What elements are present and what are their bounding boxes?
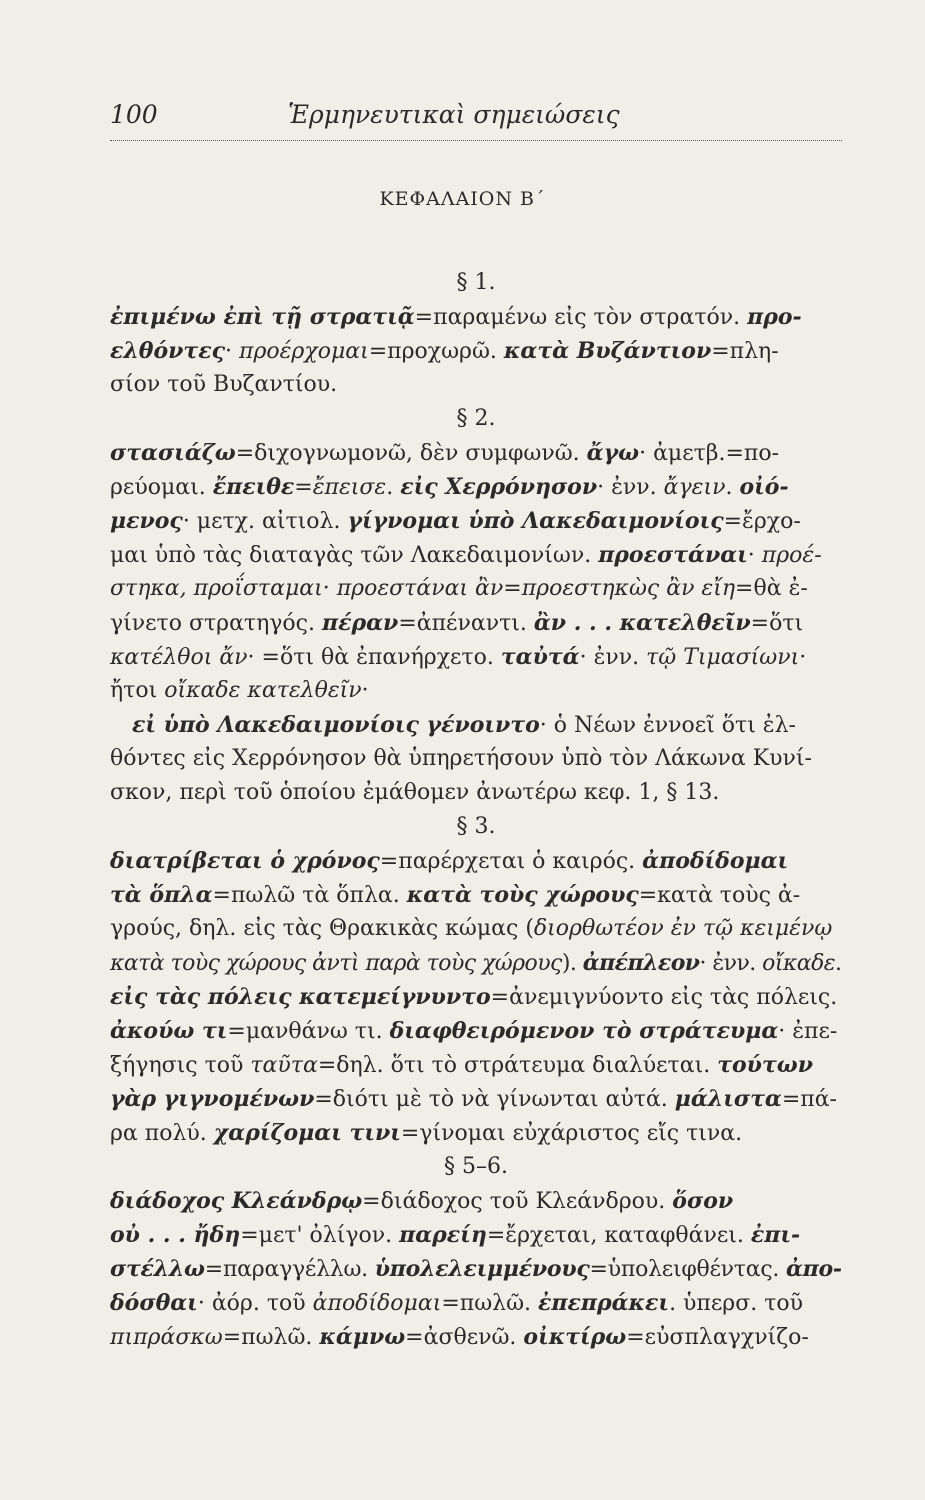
text-line (110, 1286, 842, 1320)
lemma: οἰό- (739, 474, 789, 500)
text-line (110, 470, 842, 504)
gloss: =εὐσπλαγχνίζο- (626, 1325, 809, 1350)
lemma: ἂν . . . κατελθεῖν (533, 610, 751, 636)
gloss: =πλη- (711, 339, 779, 364)
gloss: . (386, 475, 401, 500)
gloss: =δηλ. ὅτι τὸ στράτευμα διαλύεται. (317, 1053, 718, 1078)
lemma: στέλλω (110, 1256, 205, 1282)
gloss: σκον, περὶ τοῦ ὁποίου ἐμάθομεν ἀνωτέρω κεφ. 1, § 13. (110, 780, 720, 805)
gloss: · ἐνν. (579, 645, 647, 670)
lemma: ἔπειθε (212, 474, 295, 500)
gloss: μαι ὑπὸ τὰς διαταγὰς τῶν Λακεδαιμονίων. (110, 543, 599, 568)
italic-phrase: ταῦτα (250, 1053, 318, 1078)
lemma: οὐ . . . ἤδη (110, 1222, 241, 1248)
lemma: εἰς Χερρόνησον (400, 474, 598, 500)
text-line (110, 640, 842, 674)
lemma: κάμνω (319, 1324, 406, 1350)
lemma: κατὰ τοὺς χώρους (406, 882, 639, 908)
gloss: · ἐνν. (699, 951, 763, 976)
italic-phrase: τῷ Τιμασίωνι (646, 645, 800, 670)
gloss: · (799, 645, 807, 670)
chapter-title: ΚΕΦΑΛΑΙΟΝ Β΄ (379, 188, 546, 210)
lemma: ἄγω (586, 440, 640, 466)
italic-phrase: οἴκαδε (762, 951, 836, 976)
gloss: =παρέρχεται ὁ καιρός. (379, 849, 643, 874)
italic-phrase: προέ- (761, 543, 822, 568)
section-heading: § 3. (456, 814, 496, 839)
text-line (110, 946, 842, 980)
gloss: ). (561, 951, 583, 976)
gloss: =κατὰ τοὺς ἀ- (638, 883, 801, 908)
text-line (110, 1218, 842, 1252)
gloss: =ἀπέναντι. (398, 611, 534, 636)
lemma: προ- (747, 304, 802, 330)
lemma: ὑπολελειμμένους (374, 1256, 590, 1282)
text-line (110, 674, 842, 708)
page-number: 100 (110, 100, 158, 129)
lemma: τὰ ὅπλα (110, 882, 213, 908)
gloss: · ἀμετβ.=πο- (639, 441, 780, 466)
section-heading: § 2. (456, 406, 496, 431)
gloss: ρεύομαι. (110, 475, 213, 500)
gloss: ξήγησις τοῦ (110, 1053, 251, 1078)
gloss: =ἀνεμιγνύοντο εἰς τὰς πόλεις. (490, 985, 838, 1010)
lemma: ὅσον (672, 1188, 734, 1214)
italic-phrase: προέρχομαι (238, 339, 369, 364)
gloss: · =ὅτι θὰ ἐπανήρχετο. (247, 645, 501, 670)
lemma: ταὐτά (500, 644, 580, 670)
gloss: =μανθάνω τι. (227, 1019, 390, 1044)
lemma: προεστάναι (598, 542, 748, 568)
text-line (110, 606, 842, 640)
lemma: πέραν (322, 610, 399, 636)
lemma: εἰς τὰς πόλεις κατεμείγνυντο (110, 984, 491, 1010)
text-line (110, 878, 842, 912)
text-line (110, 1048, 842, 1082)
text-line (110, 912, 842, 946)
gloss: · (361, 678, 369, 703)
text-line (110, 708, 842, 742)
gloss: γρούς, δηλ. εἰς τὰς Θρακικὰς κώμας ( (110, 916, 534, 941)
italic-phrase: διορθωτέον ἐν τῷ κειμένῳ (533, 916, 833, 941)
gloss: =ἀσθενῶ. (405, 1325, 524, 1350)
page-header (110, 100, 842, 141)
lemma: οἰκτίρω (523, 1324, 627, 1350)
lemma: ἀπέπλεον (582, 950, 700, 976)
lemma: παρείη (399, 1222, 487, 1248)
lemma: ἀκούω τι (110, 1018, 228, 1044)
italic-phrase: οἴκαδε κατελθεῖν (164, 678, 362, 703)
lemma: μάλιστα (674, 1086, 782, 1112)
lemma: εἰ ὑπὸ Λακεδαιμονίοις γένοιντο (132, 712, 540, 738)
text-line (110, 538, 842, 572)
lemma: διάδοχος Κλεάνδρῳ (110, 1188, 363, 1214)
text-line (110, 504, 842, 538)
lemma: στασιάζω (110, 440, 236, 466)
lemma: χαρίζομαι τινι (213, 1120, 401, 1146)
text-line (110, 1014, 842, 1048)
text-line (110, 776, 842, 810)
gloss: · ἐπε- (778, 1019, 838, 1044)
lemma: γὰρ γιγνομένων (110, 1086, 315, 1112)
lemma: ἐπι- (750, 1222, 801, 1248)
lemma: ἐπεπράκει (538, 1290, 670, 1316)
lemma: διαφθειρόμενον τὸ στράτευμα (389, 1018, 779, 1044)
gloss: · μετχ. αἰτιολ. (182, 509, 348, 534)
italic-phrase: ἄγειν (663, 475, 726, 500)
gloss: θόντες εἰς Χερρόνησον θὰ ὑπηρετήσουν ὑπὸ τὸν Λάκωνα Κυνί- (110, 746, 812, 771)
section-heading: § 1. (456, 270, 496, 295)
gloss: =διάδοχος τοῦ Κλεάνδρου. (362, 1189, 673, 1214)
text-line (110, 980, 842, 1014)
commentary-text (110, 266, 842, 1354)
text-line (110, 1184, 842, 1218)
gloss: =μετ' ὀλίγον. (240, 1223, 400, 1248)
gloss: =παραμένω εἰς τὸν στρατόν. (414, 305, 748, 330)
gloss: =πωλῶ. (222, 1325, 320, 1350)
gloss: =πά- (781, 1087, 837, 1112)
gloss: . ὑπερσ. τοῦ (669, 1291, 804, 1316)
gloss: σίον τοῦ Βυζαντίου. (110, 372, 338, 397)
text-line (110, 1252, 842, 1286)
text-line (110, 334, 842, 368)
italic-phrase: κατὰ τοὺς χώρους ἀντὶ παρὰ τοὺς χώρους (110, 951, 562, 976)
gloss: · ὁ Νέων ἐννοεῖ ὅτι ἐλ- (539, 713, 796, 738)
running-title: Ἑρμηνευτικαὶ σημειώσεις (288, 100, 620, 129)
gloss: · (224, 339, 239, 364)
gloss: · ἐνν. (597, 475, 664, 500)
gloss: =διότι μὲ τὸ νὰ γίνωνται αὐτά. (314, 1087, 675, 1112)
gloss: =προχωρῶ. (368, 339, 504, 364)
gloss: =ἔρχο- (723, 509, 801, 534)
lemma: κατὰ Βυζάντιον (503, 338, 712, 364)
lemma: ἀπο- (785, 1256, 842, 1282)
gloss: · ἀόρ. τοῦ (197, 1291, 313, 1316)
italic-phrase: ἔπεισε (312, 475, 387, 500)
text-line (110, 1320, 842, 1354)
gloss: =διχογνωμονῶ, δὲν συμφωνῶ. (235, 441, 587, 466)
italic-phrase: πιπράσκω (110, 1325, 223, 1350)
lemma: γίγνομαι ὑπὸ Λακεδαιμονίοις (347, 508, 724, 534)
lemma: δόσθαι (110, 1290, 198, 1316)
gloss: =ὅτι (750, 611, 804, 636)
gloss: · (747, 543, 762, 568)
text-line (110, 572, 842, 606)
lemma: τούτων (717, 1052, 813, 1078)
italic-phrase: στηκα, προΐσταμαι· προεστάναι ἂν=προεστηκὼς ἂν εἴη (110, 576, 736, 601)
gloss: =πωλῶ. (441, 1291, 539, 1316)
gloss: = (294, 475, 313, 500)
gloss: . (835, 951, 842, 976)
section-heading: § 5–6. (444, 1154, 508, 1179)
lemma: διατρίβεται ὁ χρόνος (110, 848, 380, 874)
text-line (110, 844, 842, 878)
text-line (110, 1116, 842, 1150)
gloss: ἤτοι (110, 678, 165, 703)
lemma: ελθόντες (110, 338, 225, 364)
gloss: γίνετο στρατηγός. (110, 611, 322, 636)
gloss: =θὰ ἐ- (735, 576, 808, 601)
gloss: =πωλῶ τὰ ὅπλα. (212, 883, 407, 908)
gloss: =ὑπολειφθέντας. (589, 1257, 786, 1282)
text-line (110, 436, 842, 470)
text-line (110, 300, 842, 334)
text-line (110, 1082, 842, 1116)
lemma: ἀποδίδομαι (642, 848, 789, 874)
gloss: =γίνομαι εὐχάριστος εἴς τινα. (400, 1121, 743, 1146)
text-line (110, 742, 842, 776)
gloss: =παραγγέλλω. (204, 1257, 375, 1282)
gloss: ρα πολύ. (110, 1121, 214, 1146)
lemma: μενος (110, 508, 183, 534)
text-line (110, 368, 842, 402)
italic-phrase: ἀποδίδομαι (312, 1291, 442, 1316)
gloss: =ἔρχεται, καταφθάνει. (486, 1223, 751, 1248)
gloss: . (725, 475, 740, 500)
italic-phrase: κατέλθοι ἄν (110, 645, 248, 670)
lemma: ἐπιμένω ἐπὶ τῇ στρατιᾷ (110, 304, 415, 330)
